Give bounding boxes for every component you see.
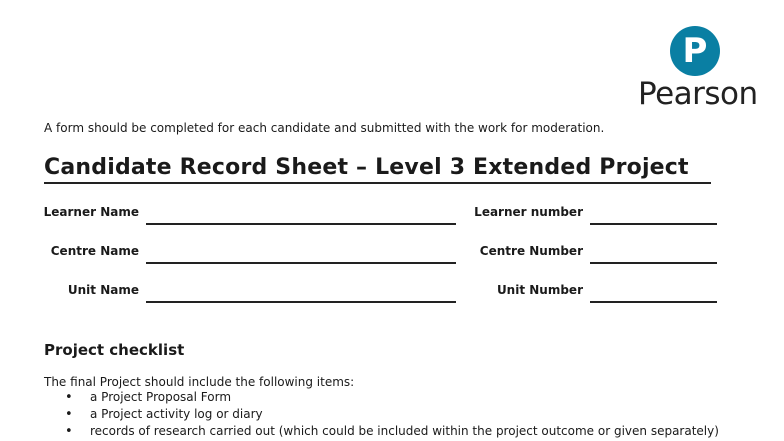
unit-number-field[interactable] (590, 301, 717, 303)
page-title: Candidate Record Sheet – Level 3 Extended Project (44, 155, 711, 184)
centre-name-field[interactable] (146, 262, 456, 264)
centre-name-label: Centre Name (50, 244, 139, 258)
learner-number-field[interactable] (590, 223, 717, 225)
list-item: • a Project Proposal Form (60, 389, 719, 406)
pearson-wordmark: Pearson (638, 76, 758, 112)
checklist-intro: The final Project should include the following items: (44, 375, 355, 389)
list-item: • records of research carried out (which could be included within the project outcome or given separately) (60, 423, 719, 440)
centre-number-field[interactable] (590, 262, 717, 264)
unit-number-label: Unit Number (496, 283, 583, 297)
list-item: • a Project activity log or diary (60, 406, 719, 423)
learner-name-field[interactable] (146, 223, 456, 225)
checklist-list (60, 389, 719, 440)
pearson-logo (636, 24, 760, 114)
checklist-heading: Project checklist (44, 341, 185, 359)
unit-name-label: Unit Name (67, 283, 139, 297)
learner-name-label: Learner Name (43, 205, 139, 219)
pearson-mark-icon: P (670, 26, 720, 76)
centre-number-label: Centre Number (479, 244, 583, 258)
unit-name-field[interactable] (146, 301, 456, 303)
learner-number-label: Learner number (474, 205, 583, 219)
intro-text: A form should be completed for each candidate and submitted with the work for moderation. (44, 121, 605, 135)
